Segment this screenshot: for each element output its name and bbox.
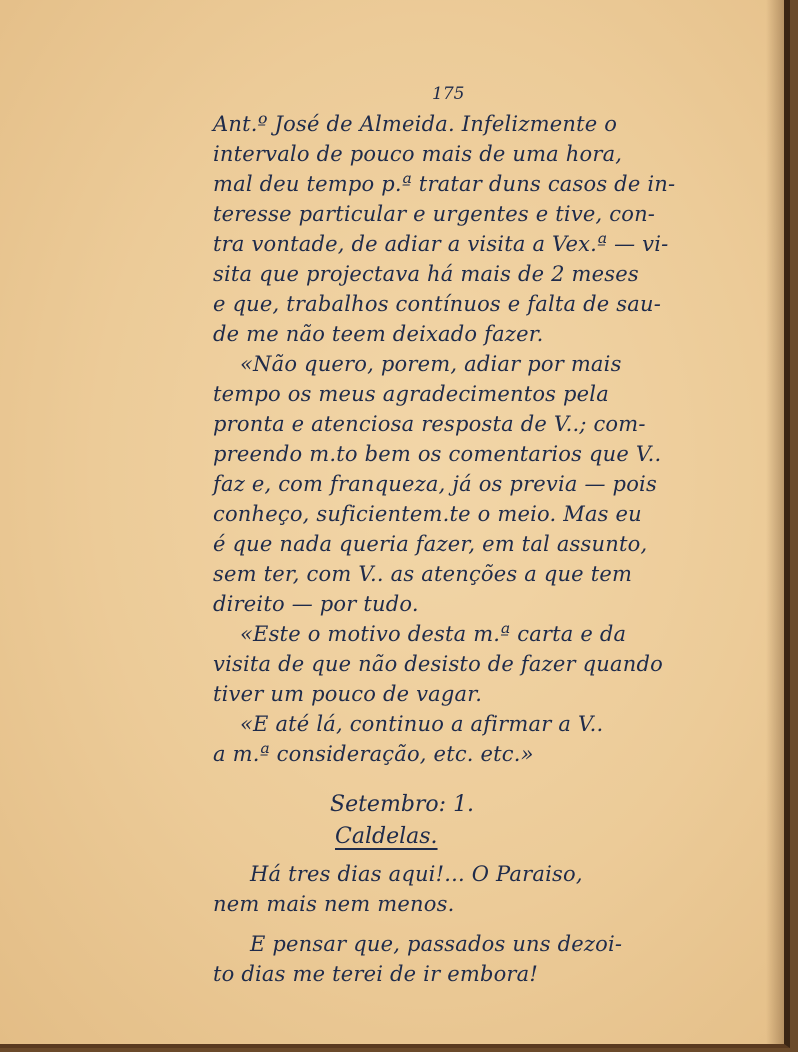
text-line: to dias me terei de ir embora! [213, 962, 539, 986]
text-line: tra vontade, de adiar a visita a Vex.ª — vi- [213, 232, 669, 256]
text-line: E pensar que, passados uns dezoi- [250, 932, 623, 956]
text-line: visita de que não desisto de fazer quando [213, 652, 663, 676]
text-line: «Este o motivo desta m.ª carta e da [240, 622, 627, 646]
text-line: faz e, com franqueza, já os previa — pois [213, 472, 657, 496]
text-line: e que, trabalhos contínuos e falta de sau- [213, 292, 661, 316]
page-number: 175 [432, 84, 465, 104]
text-line: intervalo de pouco mais de uma hora, [213, 142, 623, 166]
text-line: de me não teem deixado fazer. [213, 322, 544, 346]
text-line: Há tres dias aqui!... O Paraiso, [250, 862, 583, 886]
text-line: «E até lá, continuo a afirmar a V.. [240, 712, 604, 736]
text-line: nem mais nem menos. [213, 892, 455, 916]
text-line: conheço, suficientem.te o meio. Mas eu [213, 502, 642, 526]
date-heading: Setembro: 1. [330, 792, 475, 817]
text-line: sita que projectava há mais de 2 meses [213, 262, 639, 286]
text-line: «Não quero, porem, adiar por mais [240, 352, 622, 376]
place-heading: Caldelas. [335, 824, 438, 849]
text-line: tiver um pouco de vagar. [213, 682, 483, 706]
text-line: a m.ª consideração, etc. etc.» [213, 742, 534, 766]
text-line: é que nada queria fazer, em tal assunto, [213, 532, 648, 556]
text-line: pronta e atenciosa resposta de V..; com- [213, 412, 646, 436]
text-line: tempo os meus agradecimentos pela [213, 382, 609, 406]
text-line: teresse particular e urgentes e tive, con- [213, 202, 656, 226]
text-line: direito — por tudo. [213, 592, 419, 616]
text-line: preendo m.to bem os comentarios que V.. [213, 442, 662, 466]
page-edge-shadow [766, 0, 784, 1044]
text-line: sem ter, com V.. as atenções a que tem [213, 562, 633, 586]
text-line: mal deu tempo p.ª tratar duns casos de in- [213, 172, 676, 196]
text-line: Ant.º José de Almeida. Infelizmente o [213, 112, 618, 136]
